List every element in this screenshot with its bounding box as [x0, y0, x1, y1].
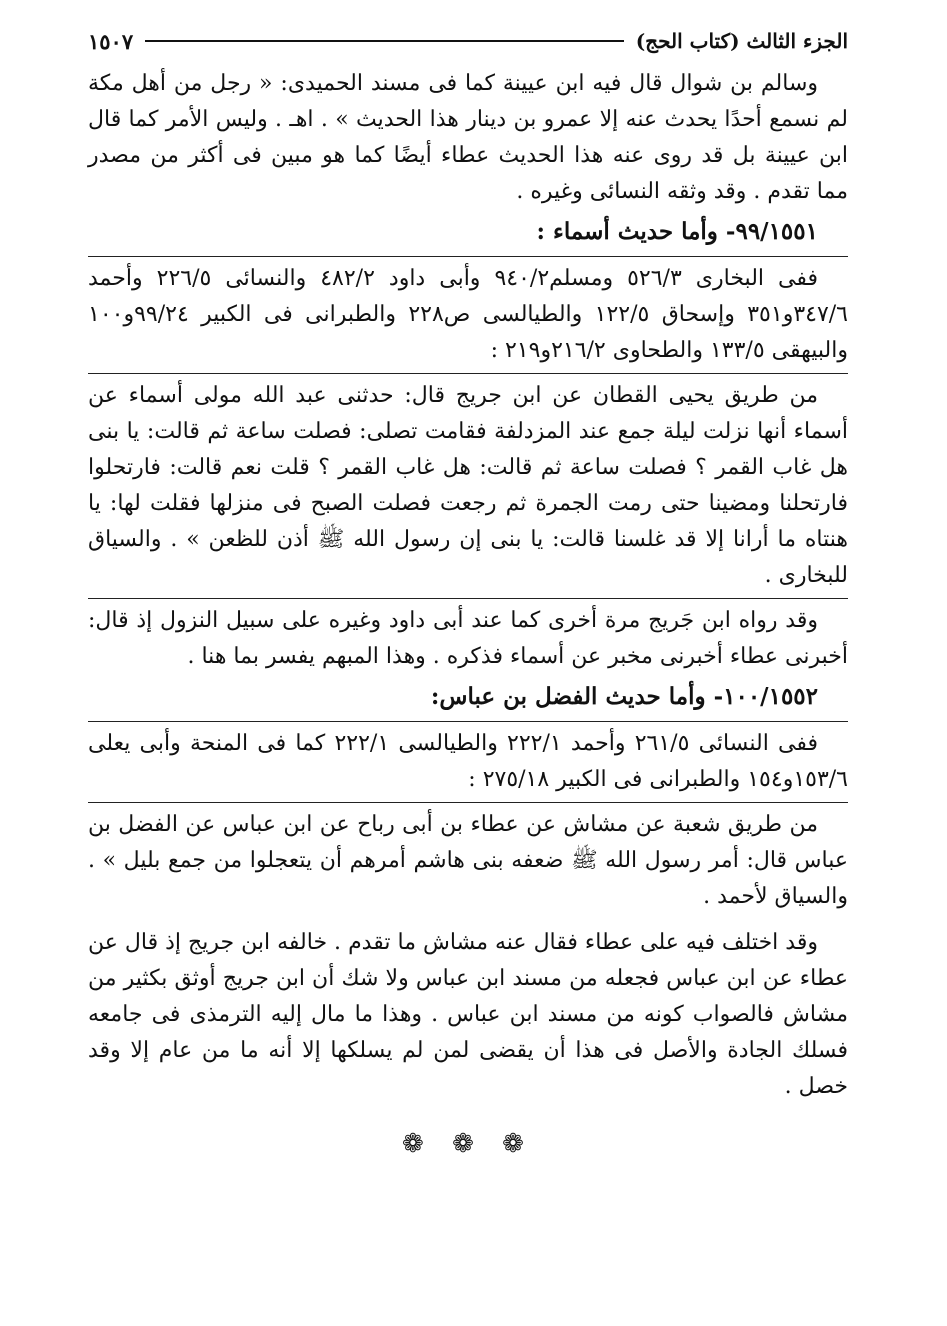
sources-block-asma	[88, 256, 848, 369]
header-rule	[145, 40, 624, 42]
narration-block-asma	[88, 373, 848, 594]
paragraph-gap	[88, 915, 848, 925]
section-heading-fadl: ١٠٠/١٥٥٢- وأما حديث الفضل بن عباس:	[430, 683, 818, 710]
sources-text-asma: ففى البخارى ٥٢٦/٣ ومسلم٩٤٠/٢ وأبى داود ٤٨٢/٢ والنسائى ٢٢٦/٥ وأحمد ٣٤٧/٦و٣٥١ وإسحاق ١٢٢/٥ والطيالسى ص٢٢٨ والطبرانى فى الكبير ٩٩/٢٤و١٠٠ والبيهقى ١٣٣/٥ والطحاوى ٢١٦/٢و٢١٩ :	[88, 266, 848, 363]
sources-text-fadl: ففى النسائى ٢٦١/٥ وأحمد ٢٢٢/١ والطيالسى ٢٢٢/١ كما فى المنحة وأبى يعلى ١٥٣/٦و١٥٤ والطبرانى فى الكبير ٢٧٥/١٨ :	[88, 731, 848, 792]
page-number: ١٥٠٧	[88, 28, 134, 54]
commentary-block-ibn-jurayj	[88, 598, 848, 675]
running-title: الجزء الثالث (كتاب الحج)	[635, 29, 848, 53]
page-body	[88, 66, 848, 1159]
running-header	[88, 22, 848, 60]
commentary-text-ibn-jurayj: وقد رواه ابن جَريج مرة أخرى كما عند أبى داود وغيره على سبيل النزول إذ قال: أخبرنى عطاء أخبرنى مخبر عن أسماء فذكره . وهذا المبهم يفسر بما هنا .	[88, 608, 848, 669]
section-end-ornament: ❁ ❁ ❁	[402, 1129, 534, 1159]
narration-text-asma: من طريق يحيى القطان عن ابن جريج قال: حدثنى عبد الله مولى أسماء عن أسماء أنها نزلت ليلة جمع عند المزدلفة فقامت تصلى: فصلت ساعة ثم قالت: يا بنى هل غاب القمر ؟ فصلت ساعة ثم قالت: هل غاب القمر ؟ قلت نعم قالت: فارتحلوا فارتحلنا ومضينا حتى رمت الجمرة ثم رجعت فصلت الصبح فى منزلها فقلت لها: يا هنتاه ما أرانا إلا قد غلسنا قالت: يا بنى إن رسول الله ﷺ أذن للظعن » . والسياق للبخارى .	[88, 383, 848, 588]
sources-block-fadl	[88, 721, 848, 798]
paragraph-ikhtilaf: وقد اختلف فيه على عطاء فقال عنه مشاش ما تقدم . خالفه ابن جريج إذ قال عن عطاء عن ابن عباس فجعله من مسند ابن عباس ولا شك أن ابن جريج أوثق بكثير من مشاش فالصواب كونه من مسند ابن عباس . وهذا ما مال إليه الترمذى فى جامعه فسلك الجادة والأصل فى هذا أن يقضى لمن لم يسلكها إلا أنه ما من عام إلا وقد خصل .	[88, 930, 848, 1099]
page	[88, 22, 848, 1302]
narration-block-fadl	[88, 802, 848, 915]
paragraph-salim: وسالم بن شوال قال فيه ابن عيينة كما فى مسند الحميدى: « رجل من أهل مكة لم نسمع أحدًا يحدث عنه إلا عمرو بن دينار هذا الحديث » . اهـ . وليس الأمر كما قال ابن عيينة بل قد روى عنه هذا الحديث عطاء أيضًا كما هو مبين فى أكثر من مصدر مما تقدم . وقد وثقه النسائى وغيره .	[88, 71, 848, 204]
narration-text-fadl: من طريق شعبة عن مشاش عن عطاء بن أبى رباح عن ابن عباس عن الفضل بن عباس قال: أمر رسول الله ﷺ ضعفه بنى هاشم أمرهم أن يتعجلوا من جمع بليل » . والسياق لأحمد .	[88, 812, 848, 909]
section-heading-asma: ٩٩/١٥٥١- وأما حديث أسماء :	[536, 218, 818, 245]
